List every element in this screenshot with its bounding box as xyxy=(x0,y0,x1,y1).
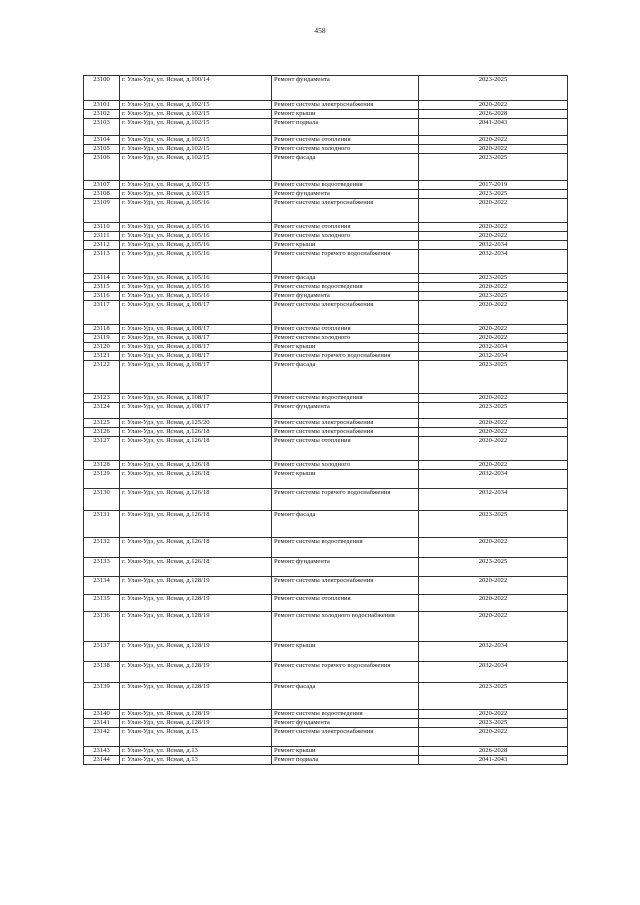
row-period: 2023-2025 xyxy=(419,403,568,419)
row-work-type: Ремонт системы холодного xyxy=(272,334,419,343)
row-number: 23130 xyxy=(84,489,120,511)
row-address: г. Улан-Удэ, ул. Ясная, д.102/15 xyxy=(120,101,272,110)
table-row xyxy=(84,538,568,558)
row-number: 23142 xyxy=(84,728,120,747)
table-row xyxy=(84,719,568,728)
row-period: 2026-2028 xyxy=(419,747,568,756)
row-address: г. Улан-Удэ, ул. Ясная, д.128/19 xyxy=(120,719,272,728)
row-number: 23126 xyxy=(84,428,120,437)
table-row xyxy=(84,612,568,642)
table-row xyxy=(84,145,568,154)
row-number: 23140 xyxy=(84,710,120,719)
row-address: г. Улан-Удэ, ул. Ясная, д.108/17 xyxy=(120,394,272,403)
row-period: 2023-2025 xyxy=(419,558,568,577)
row-address: г. Улан-Удэ, ул. Ясная, д.13 xyxy=(120,747,272,756)
row-work-type: Ремонт фундамента xyxy=(272,190,419,199)
row-number: 23139 xyxy=(84,683,120,710)
row-period: 2032-2034 xyxy=(419,489,568,511)
row-period: 2020-2022 xyxy=(419,325,568,334)
table-row xyxy=(84,595,568,612)
row-period: 2020-2022 xyxy=(419,101,568,110)
row-address: г. Улан-Удэ, ул. Ясная, д.108/17 xyxy=(120,325,272,334)
row-number: 23144 xyxy=(84,756,120,765)
row-number: 23115 xyxy=(84,283,120,292)
row-address: г. Улан-Удэ, ул. Ясная, д.125/20 xyxy=(120,419,272,428)
table-body xyxy=(84,76,568,765)
row-period: 2023-2025 xyxy=(419,274,568,283)
table-row xyxy=(84,428,568,437)
row-number: 23112 xyxy=(84,241,120,250)
row-number: 23141 xyxy=(84,719,120,728)
row-number: 23111 xyxy=(84,232,120,241)
row-work-type: Ремонт системы электроснабжения xyxy=(272,199,419,223)
row-work-type: Ремонт системы электроснабжения xyxy=(272,728,419,747)
table-row xyxy=(84,747,568,756)
row-address: г. Улан-Удэ, ул. Ясная, д.126/18 xyxy=(120,470,272,489)
row-work-type: Ремонт фасада xyxy=(272,274,419,283)
row-work-type: Ремонт системы отопления xyxy=(272,595,419,612)
row-address: г. Улан-Удэ, ул. Ясная, д.108/17 xyxy=(120,352,272,361)
table-row xyxy=(84,76,568,101)
row-address: г. Улан-Удэ, ул. Ясная, д.105/16 xyxy=(120,199,272,223)
row-period: 2020-2022 xyxy=(419,223,568,232)
row-period: 2023-2025 xyxy=(419,719,568,728)
row-work-type: Ремонт подвала xyxy=(272,119,419,136)
row-number: 23133 xyxy=(84,558,120,577)
row-period: 2017-2019 xyxy=(419,181,568,190)
row-period: 2032-2034 xyxy=(419,352,568,361)
row-work-type: Ремонт системы отопления xyxy=(272,437,419,461)
row-number: 23116 xyxy=(84,292,120,301)
row-address: г. Улан-Удэ, ул. Ясная, д.108/17 xyxy=(120,361,272,394)
row-work-type: Ремонт фасада xyxy=(272,511,419,538)
row-period: 2020-2022 xyxy=(419,145,568,154)
row-period: 2026-2028 xyxy=(419,110,568,119)
table-row xyxy=(84,241,568,250)
table-row xyxy=(84,110,568,119)
row-address: г. Улан-Удэ, ул. Ясная, д.102/15 xyxy=(120,110,272,119)
row-address: г. Улан-Удэ, ул. Ясная, д.108/17 xyxy=(120,343,272,352)
table-row xyxy=(84,662,568,683)
row-address: г. Улан-Удэ, ул. Ясная, д.128/19 xyxy=(120,577,272,595)
row-period: 2020-2022 xyxy=(419,461,568,470)
table-row xyxy=(84,343,568,352)
row-period: 2020-2022 xyxy=(419,136,568,145)
row-work-type: Ремонт фундамента xyxy=(272,558,419,577)
row-address: г. Улан-Удэ, ул. Ясная, д.126/18 xyxy=(120,558,272,577)
row-number: 23106 xyxy=(84,154,120,181)
table-row xyxy=(84,223,568,232)
table-row xyxy=(84,577,568,595)
row-number: 23128 xyxy=(84,461,120,470)
table-row xyxy=(84,301,568,325)
table-row xyxy=(84,154,568,181)
table-row xyxy=(84,119,568,136)
row-address: г. Улан-Удэ, ул. Ясная, д.108/17 xyxy=(120,403,272,419)
table-row xyxy=(84,489,568,511)
row-address: г. Улан-Удэ, ул. Ясная, д.128/19 xyxy=(120,612,272,642)
table-row xyxy=(84,361,568,394)
row-work-type: Ремонт фасада xyxy=(272,683,419,710)
row-work-type: Ремонт подвала xyxy=(272,756,419,765)
table-row xyxy=(84,683,568,710)
row-number: 23136 xyxy=(84,612,120,642)
row-period: 2020-2022 xyxy=(419,538,568,558)
row-period: 2020-2022 xyxy=(419,710,568,719)
row-number: 23120 xyxy=(84,343,120,352)
row-period: 2032-2034 xyxy=(419,662,568,683)
row-work-type: Ремонт крыши xyxy=(272,343,419,352)
row-period: 2020-2022 xyxy=(419,577,568,595)
row-address: г. Улан-Удэ, ул. Ясная, д.128/19 xyxy=(120,595,272,612)
table-row xyxy=(84,394,568,403)
row-number: 23102 xyxy=(84,110,120,119)
row-number: 23114 xyxy=(84,274,120,283)
row-address: г. Улан-Удэ, ул. Ясная, д.102/15 xyxy=(120,136,272,145)
row-work-type: Ремонт системы отопления xyxy=(272,136,419,145)
row-address: г. Улан-Удэ, ул. Ясная, д.126/18 xyxy=(120,489,272,511)
table-row xyxy=(84,250,568,274)
row-work-type: Ремонт крыши xyxy=(272,747,419,756)
row-address: г. Улан-Удэ, ул. Ясная, д.108/17 xyxy=(120,334,272,343)
row-work-type: Ремонт системы электроснабжения xyxy=(272,101,419,110)
row-address: г. Улан-Удэ, ул. Ясная, д.105/16 xyxy=(120,232,272,241)
table-row xyxy=(84,325,568,334)
row-period: 2020-2022 xyxy=(419,728,568,747)
row-period: 2023-2025 xyxy=(419,154,568,181)
row-work-type: Ремонт крыши xyxy=(272,642,419,662)
row-work-type: Ремонт фасада xyxy=(272,154,419,181)
row-period: 2032-2034 xyxy=(419,343,568,352)
row-work-type: Ремонт фундамента xyxy=(272,292,419,301)
table-row xyxy=(84,352,568,361)
row-address: г. Улан-Удэ, ул. Ясная, д.126/18 xyxy=(120,538,272,558)
row-period: 2020-2022 xyxy=(419,199,568,223)
row-address: г. Улан-Удэ, ул. Ясная, д.128/19 xyxy=(120,642,272,662)
row-work-type: Ремонт системы электроснабжения xyxy=(272,577,419,595)
row-work-type: Ремонт системы холодного xyxy=(272,461,419,470)
table-row xyxy=(84,437,568,461)
row-period: 2020-2022 xyxy=(419,334,568,343)
row-address: г. Улан-Удэ, ул. Ясная, д.105/16 xyxy=(120,223,272,232)
table-row xyxy=(84,642,568,662)
row-number: 23105 xyxy=(84,145,120,154)
row-period: 2020-2022 xyxy=(419,394,568,403)
row-work-type: Ремонт системы отопления xyxy=(272,223,419,232)
row-number: 23107 xyxy=(84,181,120,190)
row-work-type: Ремонт системы горячего водоснабжения xyxy=(272,352,419,361)
row-period: 2023-2025 xyxy=(419,190,568,199)
table-row xyxy=(84,461,568,470)
table-row xyxy=(84,403,568,419)
row-number: 23125 xyxy=(84,419,120,428)
row-address: г. Улан-Удэ, ул. Ясная, д.126/18 xyxy=(120,437,272,461)
row-address: г. Улан-Удэ, ул. Ясная, д.102/15 xyxy=(120,190,272,199)
row-address: г. Улан-Удэ, ул. Ясная, д.108/17 xyxy=(120,301,272,325)
row-number: 23118 xyxy=(84,325,120,334)
row-number: 23129 xyxy=(84,470,120,489)
row-number: 23104 xyxy=(84,136,120,145)
row-work-type: Ремонт системы водоотведения xyxy=(272,538,419,558)
row-work-type: Ремонт крыши xyxy=(272,110,419,119)
row-period: 2023-2025 xyxy=(419,76,568,101)
row-period: 2020-2022 xyxy=(419,232,568,241)
table-row xyxy=(84,292,568,301)
page-number: 458 xyxy=(314,26,326,35)
row-period: 2020-2022 xyxy=(419,437,568,461)
row-work-type: Ремонт системы отопления xyxy=(272,325,419,334)
repair-schedule-table xyxy=(83,75,568,765)
row-work-type: Ремонт крыши xyxy=(272,470,419,489)
row-number: 23103 xyxy=(84,119,120,136)
row-number: 23137 xyxy=(84,642,120,662)
row-address: г. Улан-Удэ, ул. Ясная, д.105/16 xyxy=(120,250,272,274)
table-row xyxy=(84,199,568,223)
row-period: 2020-2022 xyxy=(419,419,568,428)
row-address: г. Улан-Удэ, ул. Ясная, д.13 xyxy=(120,728,272,747)
table-row xyxy=(84,558,568,577)
row-period: 2023-2025 xyxy=(419,292,568,301)
row-period: 2020-2022 xyxy=(419,283,568,292)
row-number: 23113 xyxy=(84,250,120,274)
row-work-type: Ремонт системы электроснабжения xyxy=(272,428,419,437)
row-number: 23122 xyxy=(84,361,120,394)
row-period: 2032-2034 xyxy=(419,642,568,662)
table-row xyxy=(84,283,568,292)
row-address: г. Улан-Удэ, ул. Ясная, д.128/19 xyxy=(120,662,272,683)
row-work-type: Ремонт системы водоотведения xyxy=(272,710,419,719)
row-address: г. Улан-Удэ, ул. Ясная, д.128/19 xyxy=(120,683,272,710)
row-number: 23132 xyxy=(84,538,120,558)
row-number: 23100 xyxy=(84,76,120,101)
row-address: г. Улан-Удэ, ул. Ясная, д.105/16 xyxy=(120,292,272,301)
row-work-type: Ремонт системы электроснабжения xyxy=(272,419,419,428)
row-work-type: Ремонт системы электроснабжения xyxy=(272,301,419,325)
row-period: 2023-2025 xyxy=(419,361,568,394)
row-address: г. Улан-Удэ, ул. Ясная, д.126/18 xyxy=(120,428,272,437)
row-work-type: Ремонт фундамента xyxy=(272,719,419,728)
table-row xyxy=(84,710,568,719)
row-period: 2032-2034 xyxy=(419,241,568,250)
row-number: 23109 xyxy=(84,199,120,223)
row-address: г. Улан-Удэ, ул. Ясная, д.13 xyxy=(120,756,272,765)
row-period: 2020-2022 xyxy=(419,428,568,437)
row-address: г. Улан-Удэ, ул. Ясная, д.100/14 xyxy=(120,76,272,101)
table-row xyxy=(84,470,568,489)
row-period: 2041-2043 xyxy=(419,119,568,136)
row-number: 23143 xyxy=(84,747,120,756)
row-number: 23121 xyxy=(84,352,120,361)
row-work-type: Ремонт фундамента xyxy=(272,76,419,101)
row-address: г. Улан-Удэ, ул. Ясная, д.126/18 xyxy=(120,461,272,470)
row-number: 23119 xyxy=(84,334,120,343)
row-address: г. Улан-Удэ, ул. Ясная, д.102/15 xyxy=(120,154,272,181)
row-number: 23117 xyxy=(84,301,120,325)
row-number: 23131 xyxy=(84,511,120,538)
row-address: г. Улан-Удэ, ул. Ясная, д.102/15 xyxy=(120,119,272,136)
table-row xyxy=(84,136,568,145)
table-row xyxy=(84,334,568,343)
row-period: 2032-2034 xyxy=(419,470,568,489)
row-work-type: Ремонт системы водоотведения xyxy=(272,181,419,190)
row-work-type: Ремонт системы холодного водоснабжения xyxy=(272,612,419,642)
row-address: г. Улан-Удэ, ул. Ясная, д.105/16 xyxy=(120,274,272,283)
row-work-type: Ремонт системы горячего водоснабжения xyxy=(272,662,419,683)
row-work-type: Ремонт крыши xyxy=(272,241,419,250)
table-row xyxy=(84,728,568,747)
row-number: 23108 xyxy=(84,190,120,199)
row-work-type: Ремонт системы холодного xyxy=(272,232,419,241)
row-number: 23123 xyxy=(84,394,120,403)
row-work-type: Ремонт фасада xyxy=(272,361,419,394)
row-address: г. Улан-Удэ, ул. Ясная, д.128/19 xyxy=(120,710,272,719)
row-period: 2032-2034 xyxy=(419,250,568,274)
row-address: г. Улан-Удэ, ул. Ясная, д.126/18 xyxy=(120,511,272,538)
row-period: 2020-2022 xyxy=(419,612,568,642)
row-work-type: Ремонт системы горячего водоснабжения xyxy=(272,489,419,511)
table-row xyxy=(84,101,568,110)
row-number: 23134 xyxy=(84,577,120,595)
table-row xyxy=(84,274,568,283)
row-period: 2041-2043 xyxy=(419,756,568,765)
table-row xyxy=(84,511,568,538)
row-number: 23101 xyxy=(84,101,120,110)
row-number: 23110 xyxy=(84,223,120,232)
row-period: 2020-2022 xyxy=(419,301,568,325)
row-period: 2023-2025 xyxy=(419,511,568,538)
row-number: 23124 xyxy=(84,403,120,419)
row-work-type: Ремонт системы водоотведения xyxy=(272,394,419,403)
table-row xyxy=(84,232,568,241)
row-period: 2023-2025 xyxy=(419,683,568,710)
table-row xyxy=(84,190,568,199)
row-address: г. Улан-Удэ, ул. Ясная, д.102/15 xyxy=(120,181,272,190)
row-address: г. Улан-Удэ, ул. Ясная, д.102/15 xyxy=(120,145,272,154)
table-row xyxy=(84,756,568,765)
row-work-type: Ремонт системы водоотведения xyxy=(272,283,419,292)
table-row xyxy=(84,181,568,190)
row-period: 2020-2022 xyxy=(419,595,568,612)
row-number: 23138 xyxy=(84,662,120,683)
row-work-type: Ремонт системы холодного xyxy=(272,145,419,154)
row-address: г. Улан-Удэ, ул. Ясная, д.105/16 xyxy=(120,241,272,250)
row-address: г. Улан-Удэ, ул. Ясная, д.105/16 xyxy=(120,283,272,292)
row-work-type: Ремонт фундамента xyxy=(272,403,419,419)
row-number: 23135 xyxy=(84,595,120,612)
row-work-type: Ремонт системы горячего водоснабжения xyxy=(272,250,419,274)
row-number: 23127 xyxy=(84,437,120,461)
table-row xyxy=(84,419,568,428)
